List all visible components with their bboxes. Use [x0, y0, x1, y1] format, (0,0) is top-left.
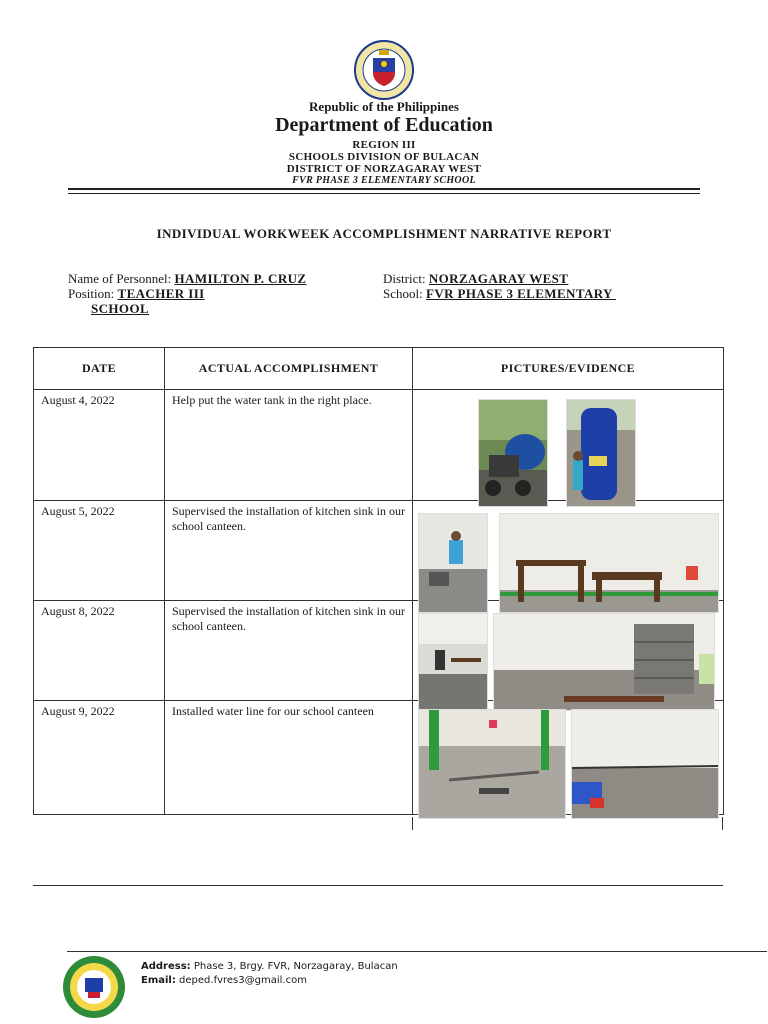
school-row: [383, 286, 616, 302]
school-value: FVR PHASE 3 ELEMENTARY: [425, 286, 617, 301]
email-value: deped.fvres3@gmail.com: [179, 975, 307, 986]
district-line: DISTRICT OF NORZAGARAY WEST: [286, 163, 482, 175]
row-date: August 4, 2022: [41, 393, 115, 407]
table-continuation-line: [412, 817, 413, 830]
name-value: HAMILTON P. CRUZ: [174, 271, 307, 286]
division-line: SCHOOLS DIVISION OF BULACAN: [288, 151, 480, 163]
name-label: Name of Personnel:: [68, 271, 172, 286]
row-date: August 9, 2022: [41, 704, 115, 718]
school-logo: [58, 954, 130, 1020]
footer-divider: [67, 951, 767, 952]
evidence-photo-water-line-floor: [418, 709, 566, 819]
evidence-photo-pipe-trench: [571, 709, 719, 819]
row-accomplishment: Installed water line for our school canteen: [172, 704, 374, 718]
evidence-cell: [413, 701, 724, 815]
table-continuation-line: [722, 817, 723, 830]
deped-seal-logo: [349, 40, 419, 100]
accomplishment-column-header: ACTUAL ACCOMPLISHMENT: [165, 348, 413, 390]
republic-line: Republic of the Philippines: [309, 99, 459, 114]
row-date: August 8, 2022: [41, 604, 115, 618]
email-line: Email: deped.fvres3@gmail.com: [141, 975, 307, 986]
school-value-continued: SCHOOL: [91, 301, 150, 316]
evidence-photo-worker-sink: [418, 513, 488, 613]
district-value: NORZAGARAY WEST: [428, 271, 569, 286]
position-row: [68, 286, 205, 302]
table-row: [34, 601, 724, 701]
table-row: [34, 701, 724, 815]
evidence-photo-water-tank-tricycle: [478, 399, 548, 507]
row-date: August 5, 2022: [41, 504, 115, 518]
position-label: Position:: [68, 286, 115, 301]
evidence-photo-worker-frame: [418, 613, 488, 711]
school-label: School:: [383, 286, 423, 301]
table-row: [34, 501, 724, 601]
header-divider: [68, 188, 700, 190]
evidence-cell: [413, 501, 724, 601]
row-accomplishment: Supervised the installation of kitchen sink in our school canteen.: [172, 604, 405, 633]
table-bottom-rule: [33, 885, 723, 886]
accomplishment-table: [33, 347, 724, 815]
address-line: Address: Phase 3, Brgy. FVR, Norzagaray, Bulacan: [141, 961, 398, 972]
report-title: INDIVIDUAL WORKWEEK ACCOMPLISHMENT NARRATIVE REPORT: [156, 226, 612, 241]
evidence-cell: [413, 390, 724, 501]
table-header-row: [34, 348, 724, 390]
address-value: Phase 3, Brgy. FVR, Norzagaray, Bulacan: [193, 961, 398, 972]
date-column-header: DATE: [34, 348, 165, 390]
evidence-photo-hollow-block-sink: [493, 613, 715, 711]
department-title: Department of Education: [275, 114, 493, 136]
district-row: [383, 271, 568, 287]
school-line: FVR PHASE 3 ELEMENTARY SCHOOL: [292, 175, 476, 186]
table-row: [34, 390, 724, 501]
region-line: REGION III: [352, 139, 416, 151]
evidence-photo-water-tank-upright: [566, 399, 636, 507]
personnel-name-row: [68, 271, 307, 287]
footer-contact: [141, 960, 398, 988]
row-accomplishment: Help put the water tank in the right place.: [172, 393, 372, 407]
header-divider-thin: [68, 193, 700, 194]
evidence-photo-sink-frame: [499, 513, 719, 613]
position-value: TEACHER III: [117, 286, 205, 301]
row-accomplishment: Supervised the installation of kitchen sink in our school canteen.: [172, 504, 405, 533]
evidence-column-header: PICTURES/EVIDENCE: [413, 348, 724, 390]
district-label: District:: [383, 271, 426, 286]
evidence-cell: [413, 601, 724, 701]
